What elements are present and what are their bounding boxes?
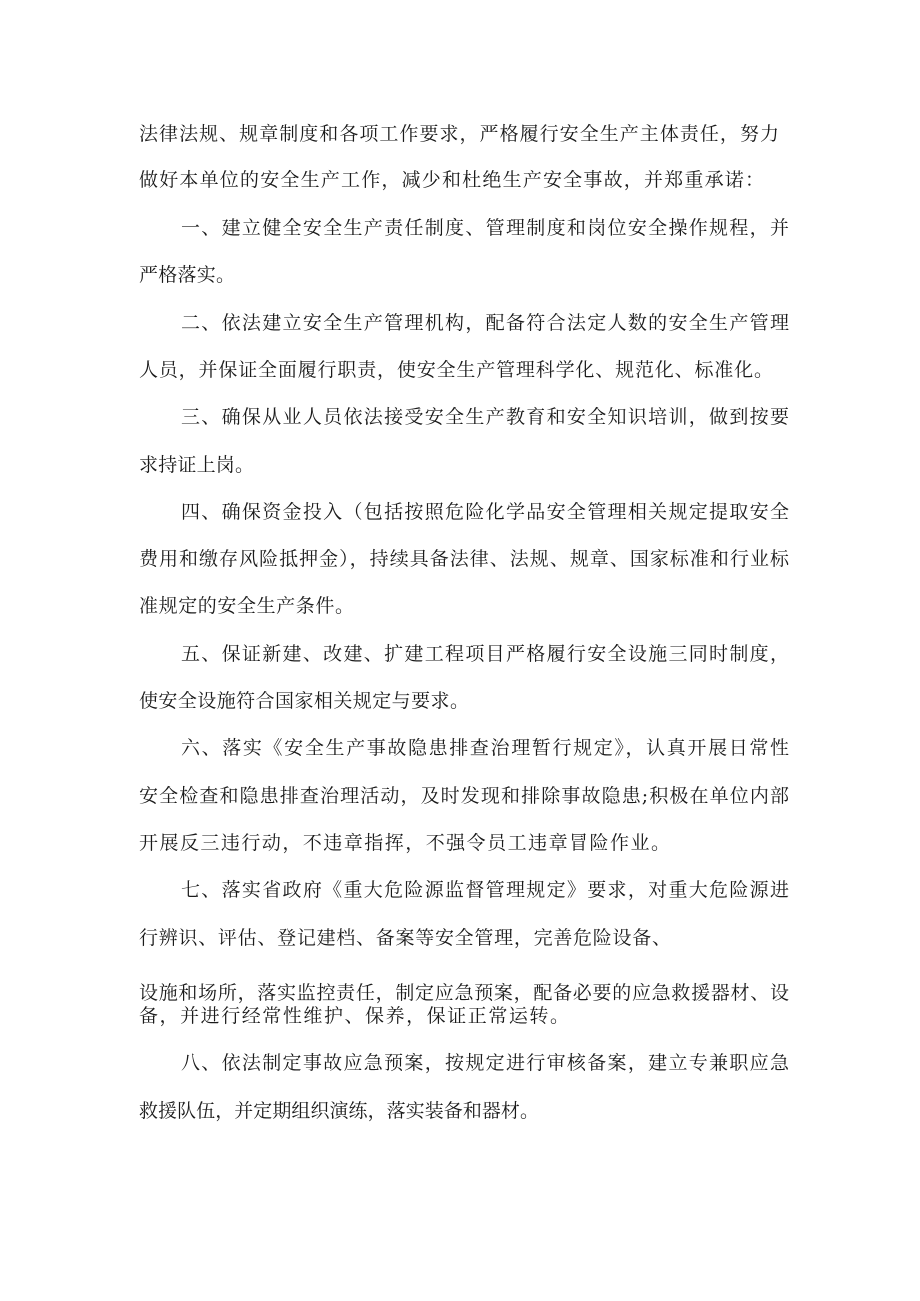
paragraph-5-line-1: 五、保证新建、改建、扩建工程项目严格履行安全设施三同时制度， <box>181 643 791 665</box>
paragraph-6-line-3: 开展反三违行动，不违章指挥，不强令员工违章冒险作业。 <box>139 832 672 854</box>
paragraph-6-line-2: 安全检查和隐患排查治理活动，及时发现和排除事故隐患;积极在单位内部 <box>139 785 791 807</box>
paragraph-1-line-1: 一、建立健全安全生产责任制度、管理制度和岗位安全操作规程，并 <box>181 217 791 239</box>
paragraph-8-line-2: 救援队伍，并定期组织演练，落实装备和器材。 <box>139 1100 540 1122</box>
paragraph-1-line-2: 严格落实。 <box>139 264 236 286</box>
text-line: 法律法规、规章制度和各项工作要求，严格履行安全生产主体责任，努力 <box>139 123 781 145</box>
paragraph-7-line-3: 设施和场所，落实监控责任，制定应急预案，配备必要的应急救援器材、设 <box>139 982 790 1004</box>
paragraph-3-line-2: 求持证上岗。 <box>139 454 255 476</box>
text-line: 做好本单位的安全生产工作，减少和杜绝生产安全事故，并郑重承诺： <box>139 169 766 191</box>
paragraph-6-line-1: 六、落实《安全生产事故隐患排查治理暂行规定》，认真开展日常性 <box>181 737 791 759</box>
paragraph-4-line-1: 四、确保资金投入（包括按照危险化学品安全管理相关规定提取安全 <box>181 501 791 523</box>
paragraph-7-line-4: 备，并进行经常性维护、保养，保证正常运转。 <box>139 1005 571 1027</box>
paragraph-3-line-1: 三、确保从业人员依法接受安全生产教育和安全知识培训，做到按要 <box>181 406 791 428</box>
paragraph-7-line-1: 七、落实省政府《重大危险源监督管理规定》要求，对重大危险源进 <box>181 879 791 901</box>
paragraph-4-line-3: 准规定的安全生产条件。 <box>139 595 355 617</box>
paragraph-5-line-2: 使安全设施符合国家相关规定与要求。 <box>139 690 470 712</box>
paragraph-2-line-2: 人员，并保证全面履行职责，使安全生产管理科学化、规范化、标准化。 <box>139 359 774 381</box>
paragraph-8-line-1: 八、依法制定事故应急预案，按规定进行审核备案，建立专兼职应急 <box>181 1052 791 1074</box>
paragraph-7-line-2: 行辨识、评估、登记建档、备案等安全管理，完善危险设备、 <box>139 927 672 949</box>
paragraph-2-line-1: 二、依法建立安全生产管理机构，配备符合法定人数的安全生产管理 <box>181 312 791 334</box>
paragraph-4-line-2: 费用和缴存风险抵押金），持续具备法律、法规、规章、国家标准和行业标 <box>139 548 790 570</box>
